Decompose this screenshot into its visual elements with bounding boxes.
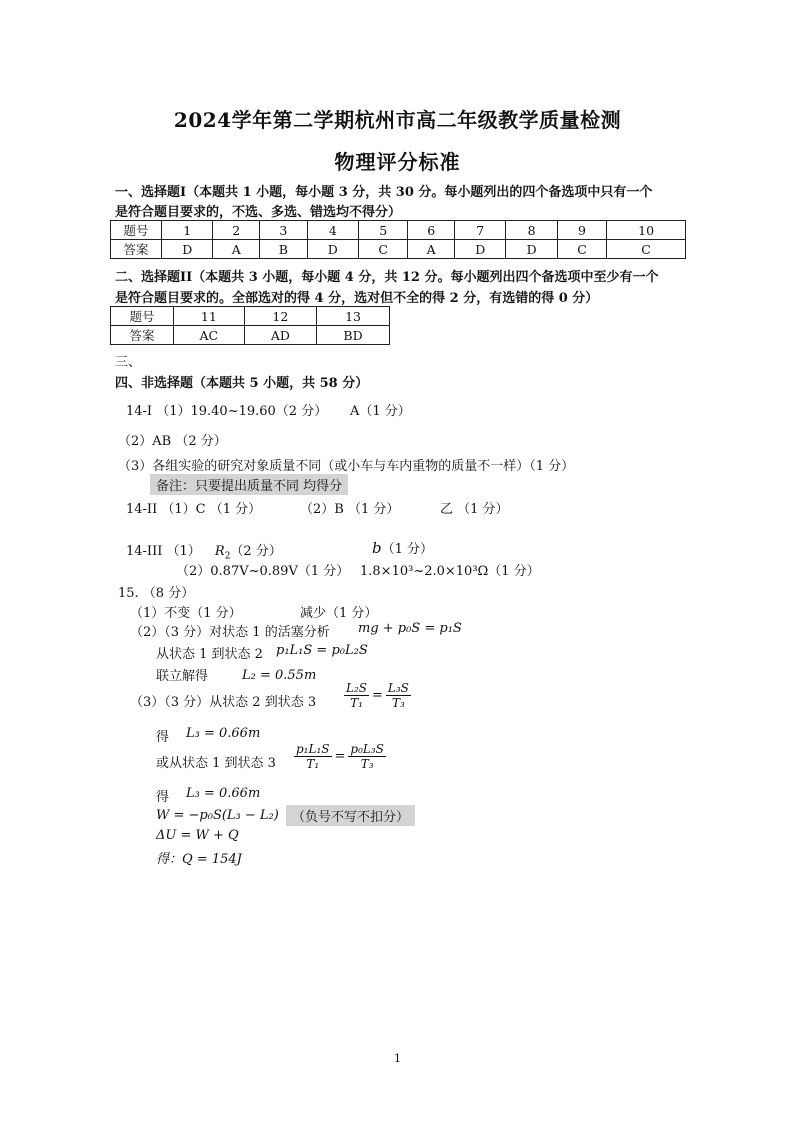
fraction: $\frac{\text{p₀L₃S}}{\text{T₃}}$ [350, 742, 384, 771]
question-number-cell: 4 [307, 221, 358, 240]
q15-part2-a-equation: mg + p₀S = p₁S [358, 621, 462, 636]
question-number-cell: 1 [162, 221, 213, 240]
q14-3-terminal-score: （1 分） [381, 542, 434, 557]
question-number-cell: 13 [317, 307, 390, 326]
page-subtitle: 物理评分标准 [334, 150, 461, 174]
answer-cell: D [455, 240, 506, 259]
q15-heading: 15. （8 分） [118, 586, 195, 601]
q14-3-part1 [126, 540, 282, 562]
answer-cell: C [359, 240, 408, 259]
table-row [111, 240, 686, 259]
section3-heading: 三、 [115, 355, 142, 370]
fraction: $\frac{\text{p₁L₁S}}{\text{T₁}}$ [296, 742, 330, 771]
q14-1-part1-b: A（1 分） [350, 404, 411, 419]
section4-heading: 四、非选择题（本题共 5 小题，共 58 分） [115, 376, 369, 391]
q14-3-label: 14-III （1） [126, 544, 201, 559]
answer-cell: A [213, 240, 260, 259]
q14-2-part3: 乙 （1 分） [440, 502, 509, 517]
question-number-cell: 9 [557, 221, 606, 240]
fraction: $\frac{\text{L₂S}}{\text{T₁}}$ [346, 681, 367, 710]
q15-part3-a-equation: $\frac{\text{L₂S}}{\text{T₁}}$ = $\frac{\text{L₃S}}{\text{T₃}}$ [346, 681, 409, 710]
answer-cell: BD [317, 326, 390, 345]
q14-1-part2: （2）AB （2 分） [118, 434, 227, 449]
answer-cell: A [408, 240, 455, 259]
q15-part2-b-equation: p₁L₁S = p₀L₂S [276, 643, 368, 658]
q15-part3-a: （3）（3 分）从状态 2 到状态 3 [130, 695, 317, 710]
table-row [111, 326, 390, 345]
q15-part2-a: （2）（3 分）对状态 1 的活塞分析 [130, 625, 330, 640]
q15-part3-b-equation: L₃ = 0.66m [186, 726, 261, 741]
q15-part2-c: 联立解得 [156, 669, 209, 684]
answer-cell: AC [174, 326, 245, 345]
q14-3-part3: 1.8×10³~2.0×10³Ω（1 分） [360, 564, 540, 579]
question-number-cell: 3 [260, 221, 307, 240]
q15-part2-b: 从状态 1 到状态 2 [156, 647, 263, 662]
q15-part3-work-equation: W = −p₀S(L₃ − L₂) [156, 808, 279, 823]
table-row [111, 221, 686, 240]
section1-line2: 是符合题目要求的，不选、多选、错选均不得分） [115, 205, 402, 220]
q15-part1-b: 减少（1 分） [300, 606, 378, 621]
answer-cell: C [607, 240, 686, 259]
q14-1-part1: 14-I （1）19.40~19.60（2 分） [126, 404, 328, 419]
answer-cell: D [162, 240, 213, 259]
answer-cell: D [506, 240, 557, 259]
section1-answer-table [110, 220, 686, 259]
q14-3-terminal [372, 538, 433, 557]
section2-line1: 二、选择题II（本题共 3 小题，每小题 4 分，共 12 分。每小题列出四个备选项中至少有一个 [115, 270, 659, 285]
q15-part1-a: （1）不变（1 分） [130, 606, 242, 621]
table-row [111, 307, 390, 326]
q15-part3-c-equation: $\frac{\text{p₁L₁S}}{\text{T₁}}$ = $\frac{\text{p₀L₃S}}{\text{T₃}}$ [296, 742, 384, 771]
q14-3-resistor: R [214, 544, 225, 559]
q14-1-part3: （3）各组实验的研究对象质量不同（或小车与车内重物的质量不一样）（1 分） [118, 459, 575, 474]
q15-part3-heat-result: 得：Q = 154J [156, 852, 242, 867]
q14-3-resistor-score: （2 分） [230, 544, 282, 559]
fraction: $\frac{\text{L₃S}}{\text{T₃}}$ [387, 681, 409, 710]
table-answer-label: 答案 [111, 240, 162, 259]
section2-line2: 是符合题目要求的。全部选对的得 4 分，选对但不全的得 2 分，有选错的得 0 分） [115, 291, 599, 306]
question-number-cell: 10 [607, 221, 686, 240]
table-header-label: 题号 [111, 307, 174, 326]
q15-part3-energy-equation: ΔU = W + Q [156, 828, 239, 843]
q15-part3-work-note: （负号不写不扣分） [286, 805, 415, 826]
q15-part3-d-equation: L₃ = 0.66m [186, 786, 261, 801]
table-header-label: 题号 [111, 221, 162, 240]
q14-3-terminal-letter: b [372, 539, 382, 557]
section1-line1: 一、选择题I（本题共 1 小题，每小题 3 分，共 30 分。每小题列出的四个备选项中只有一个 [115, 185, 653, 200]
q14-3-resistor-sub: 2 [224, 551, 231, 562]
answer-cell: D [307, 240, 358, 259]
answer-cell: C [557, 240, 606, 259]
q15-part3-c: 或从状态 1 到状态 3 [156, 756, 276, 771]
page-title: 2024学年第二学期杭州市高二年级教学质量检测 [173, 108, 622, 132]
question-number-cell: 6 [408, 221, 455, 240]
q14-3-part2: （2）0.87V~0.89V（1 分） [176, 564, 350, 579]
answer-cell: B [260, 240, 307, 259]
question-number-cell: 12 [244, 307, 316, 326]
q15-part2-c-equation: L₂ = 0.55m [242, 668, 317, 683]
q14-2-part1: 14-II （1）C （1 分） [126, 502, 262, 517]
section2-answer-table [110, 306, 390, 345]
q14-2-part2: （2）B （1 分） [300, 502, 400, 517]
page-number: 1 [394, 1052, 401, 1065]
question-number-cell: 7 [455, 221, 506, 240]
answer-cell: AD [244, 326, 316, 345]
question-number-cell: 5 [359, 221, 408, 240]
question-number-cell: 8 [506, 221, 557, 240]
q14-1-note: 备注：只要提出质量不同 均得分 [150, 474, 348, 495]
question-number-cell: 11 [174, 307, 245, 326]
q15-part3-d: 得 [156, 790, 170, 805]
table-answer-label: 答案 [111, 326, 174, 345]
q15-part3-b: 得 [156, 730, 170, 745]
question-number-cell: 2 [213, 221, 260, 240]
